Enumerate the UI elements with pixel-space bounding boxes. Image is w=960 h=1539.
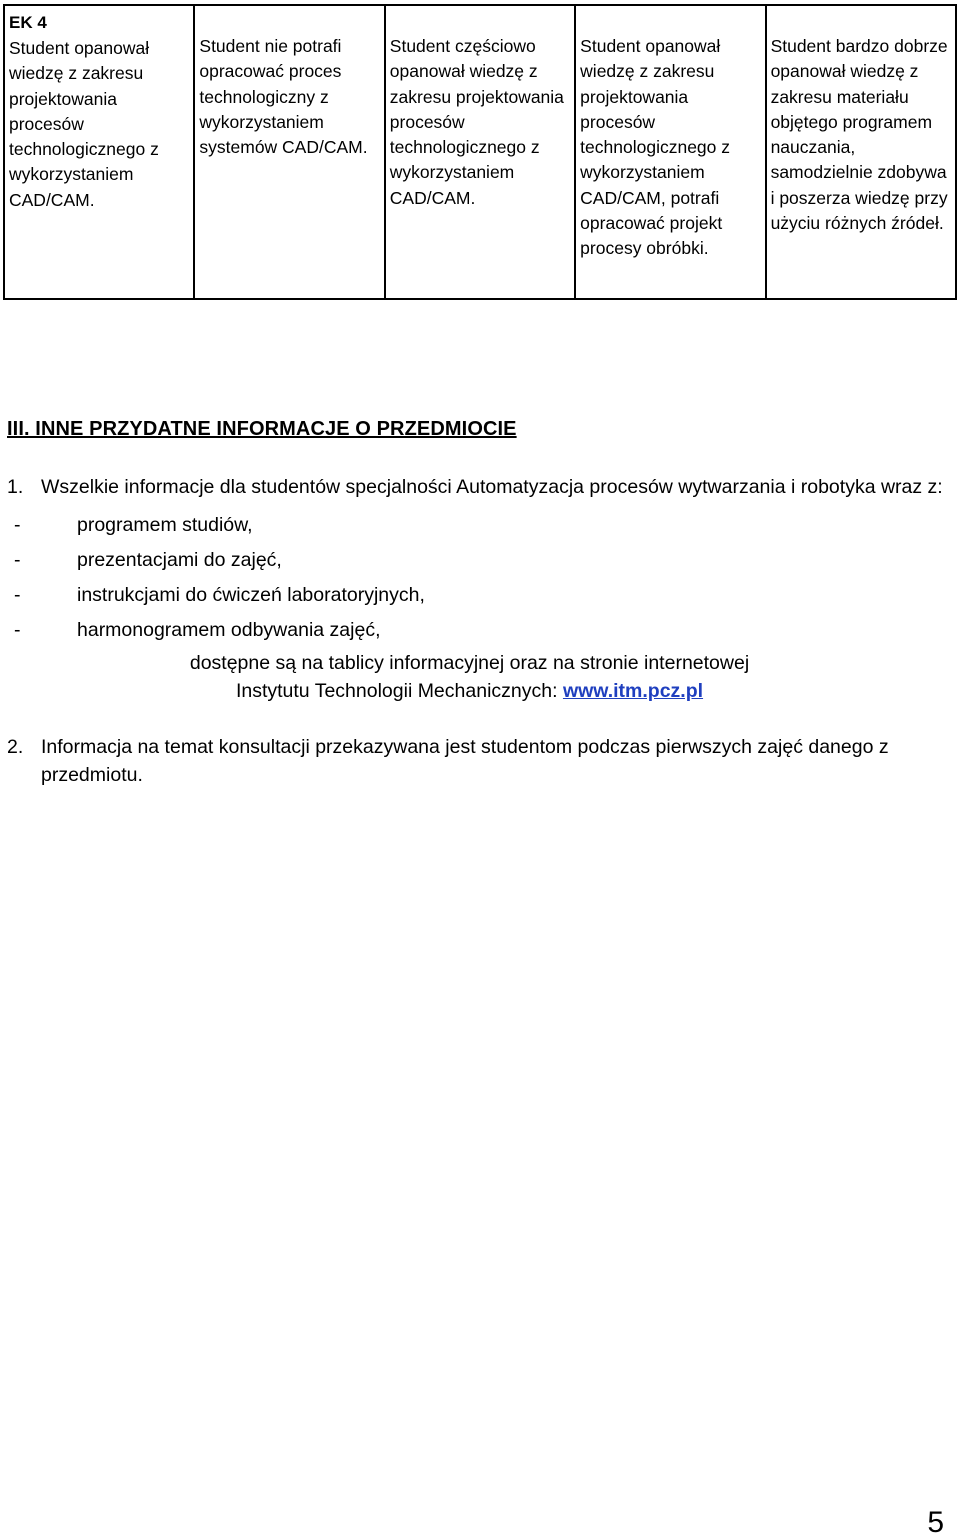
ek-label: EK 4 bbox=[9, 13, 47, 32]
grading-table bbox=[3, 4, 957, 300]
table-cell-grade-4 bbox=[575, 5, 765, 299]
table-cell-grade-3 bbox=[385, 5, 575, 299]
dash-bullet: - bbox=[14, 583, 21, 606]
page-number: 5 bbox=[927, 1506, 944, 1539]
resource-list bbox=[7, 508, 952, 648]
cell-text: Student opanował wiedzę z zakresu projektowania procesów technologicznego z wykorzystaniem CAD/CAM. bbox=[9, 38, 159, 210]
list-item bbox=[7, 578, 952, 613]
dash-bullet: - bbox=[14, 548, 21, 571]
availability-note bbox=[7, 649, 952, 706]
dash-bullet: - bbox=[14, 618, 21, 641]
item-text: Wszelkie informacje dla studentów specjalności Automatyzacja procesów wytwarzania i robotyka wraz z: bbox=[41, 476, 943, 498]
item-number: 2. bbox=[7, 735, 24, 758]
availability-prefix: Instytutu Technologii Mechanicznych: bbox=[235, 680, 563, 702]
document-body bbox=[7, 473, 952, 790]
table-cell-criterion bbox=[4, 5, 194, 299]
list-item-text: prezentacjami do zajęć, bbox=[77, 548, 282, 571]
availability-line-with-link bbox=[7, 677, 932, 706]
cell-text: Student częściowo opanował wiedzę z zakresu projektowania procesów technologicznego z wykorzystaniem CAD/CAM. bbox=[389, 36, 564, 208]
section-heading: III. INNE PRZYDATNE INFORMACJE O PRZEDMIOCIE bbox=[7, 418, 517, 440]
list-item bbox=[7, 613, 952, 648]
cell-text: Student nie potrafi opracować proces technologiczny z wykorzystaniem systemów CAD/CAM. bbox=[199, 36, 368, 158]
item-text: Informacja na temat konsultacji przekazywana jest studentom podczas pierwszych zajęć danego z przedmiotu. bbox=[41, 735, 889, 786]
numbered-item-1 bbox=[7, 473, 952, 502]
list-item-text: programem studiów, bbox=[77, 513, 253, 536]
cell-text: Student opanował wiedzę z zakresu projektowania procesów technologicznego z wykorzystaniem CAD/CAM, potrafi opracować projekt procesy obróbki. bbox=[580, 36, 730, 259]
item-number: 1. bbox=[7, 476, 24, 498]
list-item bbox=[7, 543, 952, 578]
list-item-text: harmonogramem odbywania zajęć, bbox=[77, 618, 381, 641]
availability-line: dostępne są na tablicy informacyjnej oraz na stronie internetowej bbox=[189, 651, 750, 674]
table-row bbox=[4, 5, 956, 299]
table-cell-grade-2 bbox=[194, 5, 384, 299]
institute-website-link[interactable]: www.itm.pcz.pl bbox=[562, 680, 704, 702]
list-item-text: instrukcjami do ćwiczeń laboratoryjnych, bbox=[77, 583, 425, 606]
numbered-item-2 bbox=[7, 733, 952, 790]
cell-text: Student bardzo dobrze opanował wiedzę z zakresu materiału objętego programem nauczania, samodzielnie zdobywa i poszerza wiedzę przy użyciu różnych źródeł. bbox=[770, 36, 948, 234]
dash-bullet: - bbox=[14, 513, 21, 536]
list-item bbox=[7, 508, 952, 543]
table-cell-grade-5 bbox=[766, 5, 956, 299]
